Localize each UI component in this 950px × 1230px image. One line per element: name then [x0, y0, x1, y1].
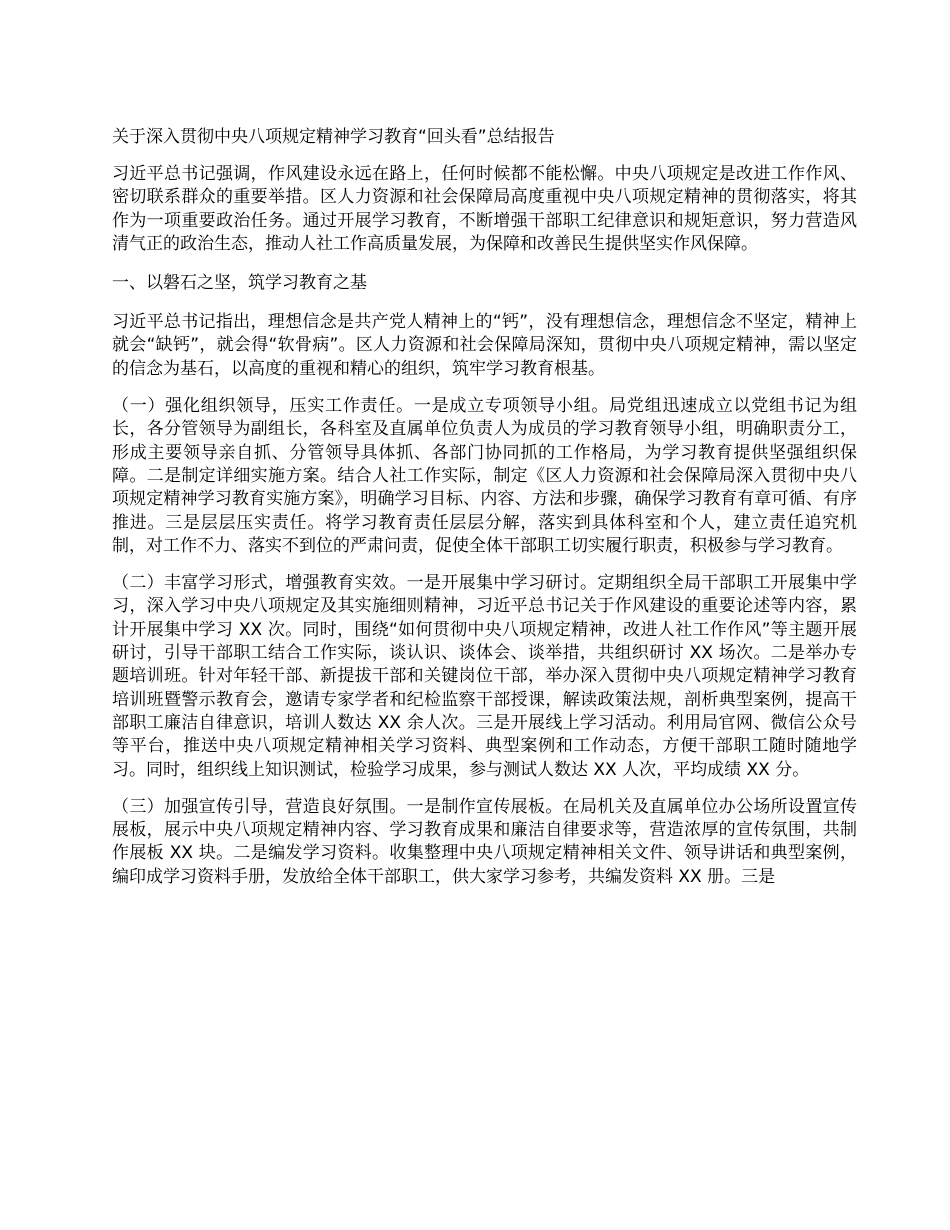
document-title: 关于深入贯彻中央八项规定精神学习教育“回头看”总结报告 [112, 127, 555, 147]
item-3-paragraph: （三）加强宣传引导，营造良好氛围。一是制作宣传展板。在局机关及直属单位办公场所设置宣传展板，展示中央八项规定精神内容、学习教育成果和廉洁自律要求等，营造浓厚的宣传氛围，共制作展板 XX 块。二是编发学习资料。收集整理中央八项规定精神相关文件、领导讲话和典型案例，编印成学习资料手册，发放给全体干部职工，供大家学习参考，共编发资料 XX 册。三是 [112, 796, 857, 887]
document-page [112, 124, 857, 903]
intro-paragraph: 习近平总书记强调，作风建设永远在路上，任何时候都不能松懈。中央八项规定是改进工作作风、密切联系群众的重要举措。区人力资源和社会保障局高度重视中央八项规定精神的贯彻落实，将其作为一项重要政治任务。通过开展学习教育，不断增强干部职工纪律意识和规矩意识，努力营造风清气正的政治生态，推动人社工作高质量发展，为保障和改善民生提供坚实作风保障。 [112, 164, 857, 254]
section-1-intro-paragraph: 习近平总书记指出，理想信念是共产党人精神上的“钙”，没有理想信念，理想信念不坚定，精神上就会“缺钙”，就会得“软骨病”。区人力资源和社会保障局深知，贯彻中央八项规定精神，需以坚定的信念为基石，以高度的重视和精心的组织，筑牢学习教育根基。 [112, 312, 857, 379]
item-2-paragraph: （二）丰富学习形式，增强教育实效。一是开展集中学习研讨。定期组织全局干部职工开展集中学习，深入学习中央八项规定及其实施细则精神，习近平总书记关于作风建设的重要论述等内容，累计开展集中学习 XX 次。同时，围绕“如何贯彻中央八项规定精神，改进人社工作作风”等主题开展研讨，引导干部职工结合工作实际，谈认识、谈体会、谈举措，共组织研讨 XX 场次。二是举办专题培训班。针对年轻干部、新提拔干部和关键岗位干部，举办深入贯彻中央八项规定精神学习教育培训班暨警示教育会，邀请专家学者和纪检监察干部授课，解读政策法规，剖析典型案例，提高干部职工廉洁自律意识，培训人数达 XX 余人次。三是开展线上学习活动。利用局官网、微信公众号等平台，推送中央八项规定精神相关学习资料、典型案例和工作动态，方便干部职工随时随地学习。同时，组织线上知识测试，检验学习成果，参与测试人数达 XX 人次，平均成绩 XX 分。 [112, 573, 857, 780]
section-1-heading: 一、以磐石之坚，筑学习教育之基 [112, 273, 367, 294]
item-1-paragraph: （一）强化组织领导，压实工作责任。一是成立专项领导小组。局党组迅速成立以党组书记为组长，各分管领导为副组长，各科室及直属单位负责人为成员的学习教育领导小组，明确职责分工，形成主要领导亲自抓、分管领导具体抓、各部门协同抓的工作格局，为学习教育提供坚强组织保障。二是制定详细实施方案。结合人社工作实际，制定《区人力资源和社会保障局深入贯彻中央八项规定精神学习教育实施方案》，明确学习目标、内容、方法和步骤，确保学习教育有章可循、有序推进。三是层层压实责任。将学习教育责任层层分解，落实到具体科室和个人，建立责任追究机制，对工作不力、落实不到位的严肃问责，促使全体干部职工切实履行职责，积极参与学习教育。 [112, 396, 857, 556]
